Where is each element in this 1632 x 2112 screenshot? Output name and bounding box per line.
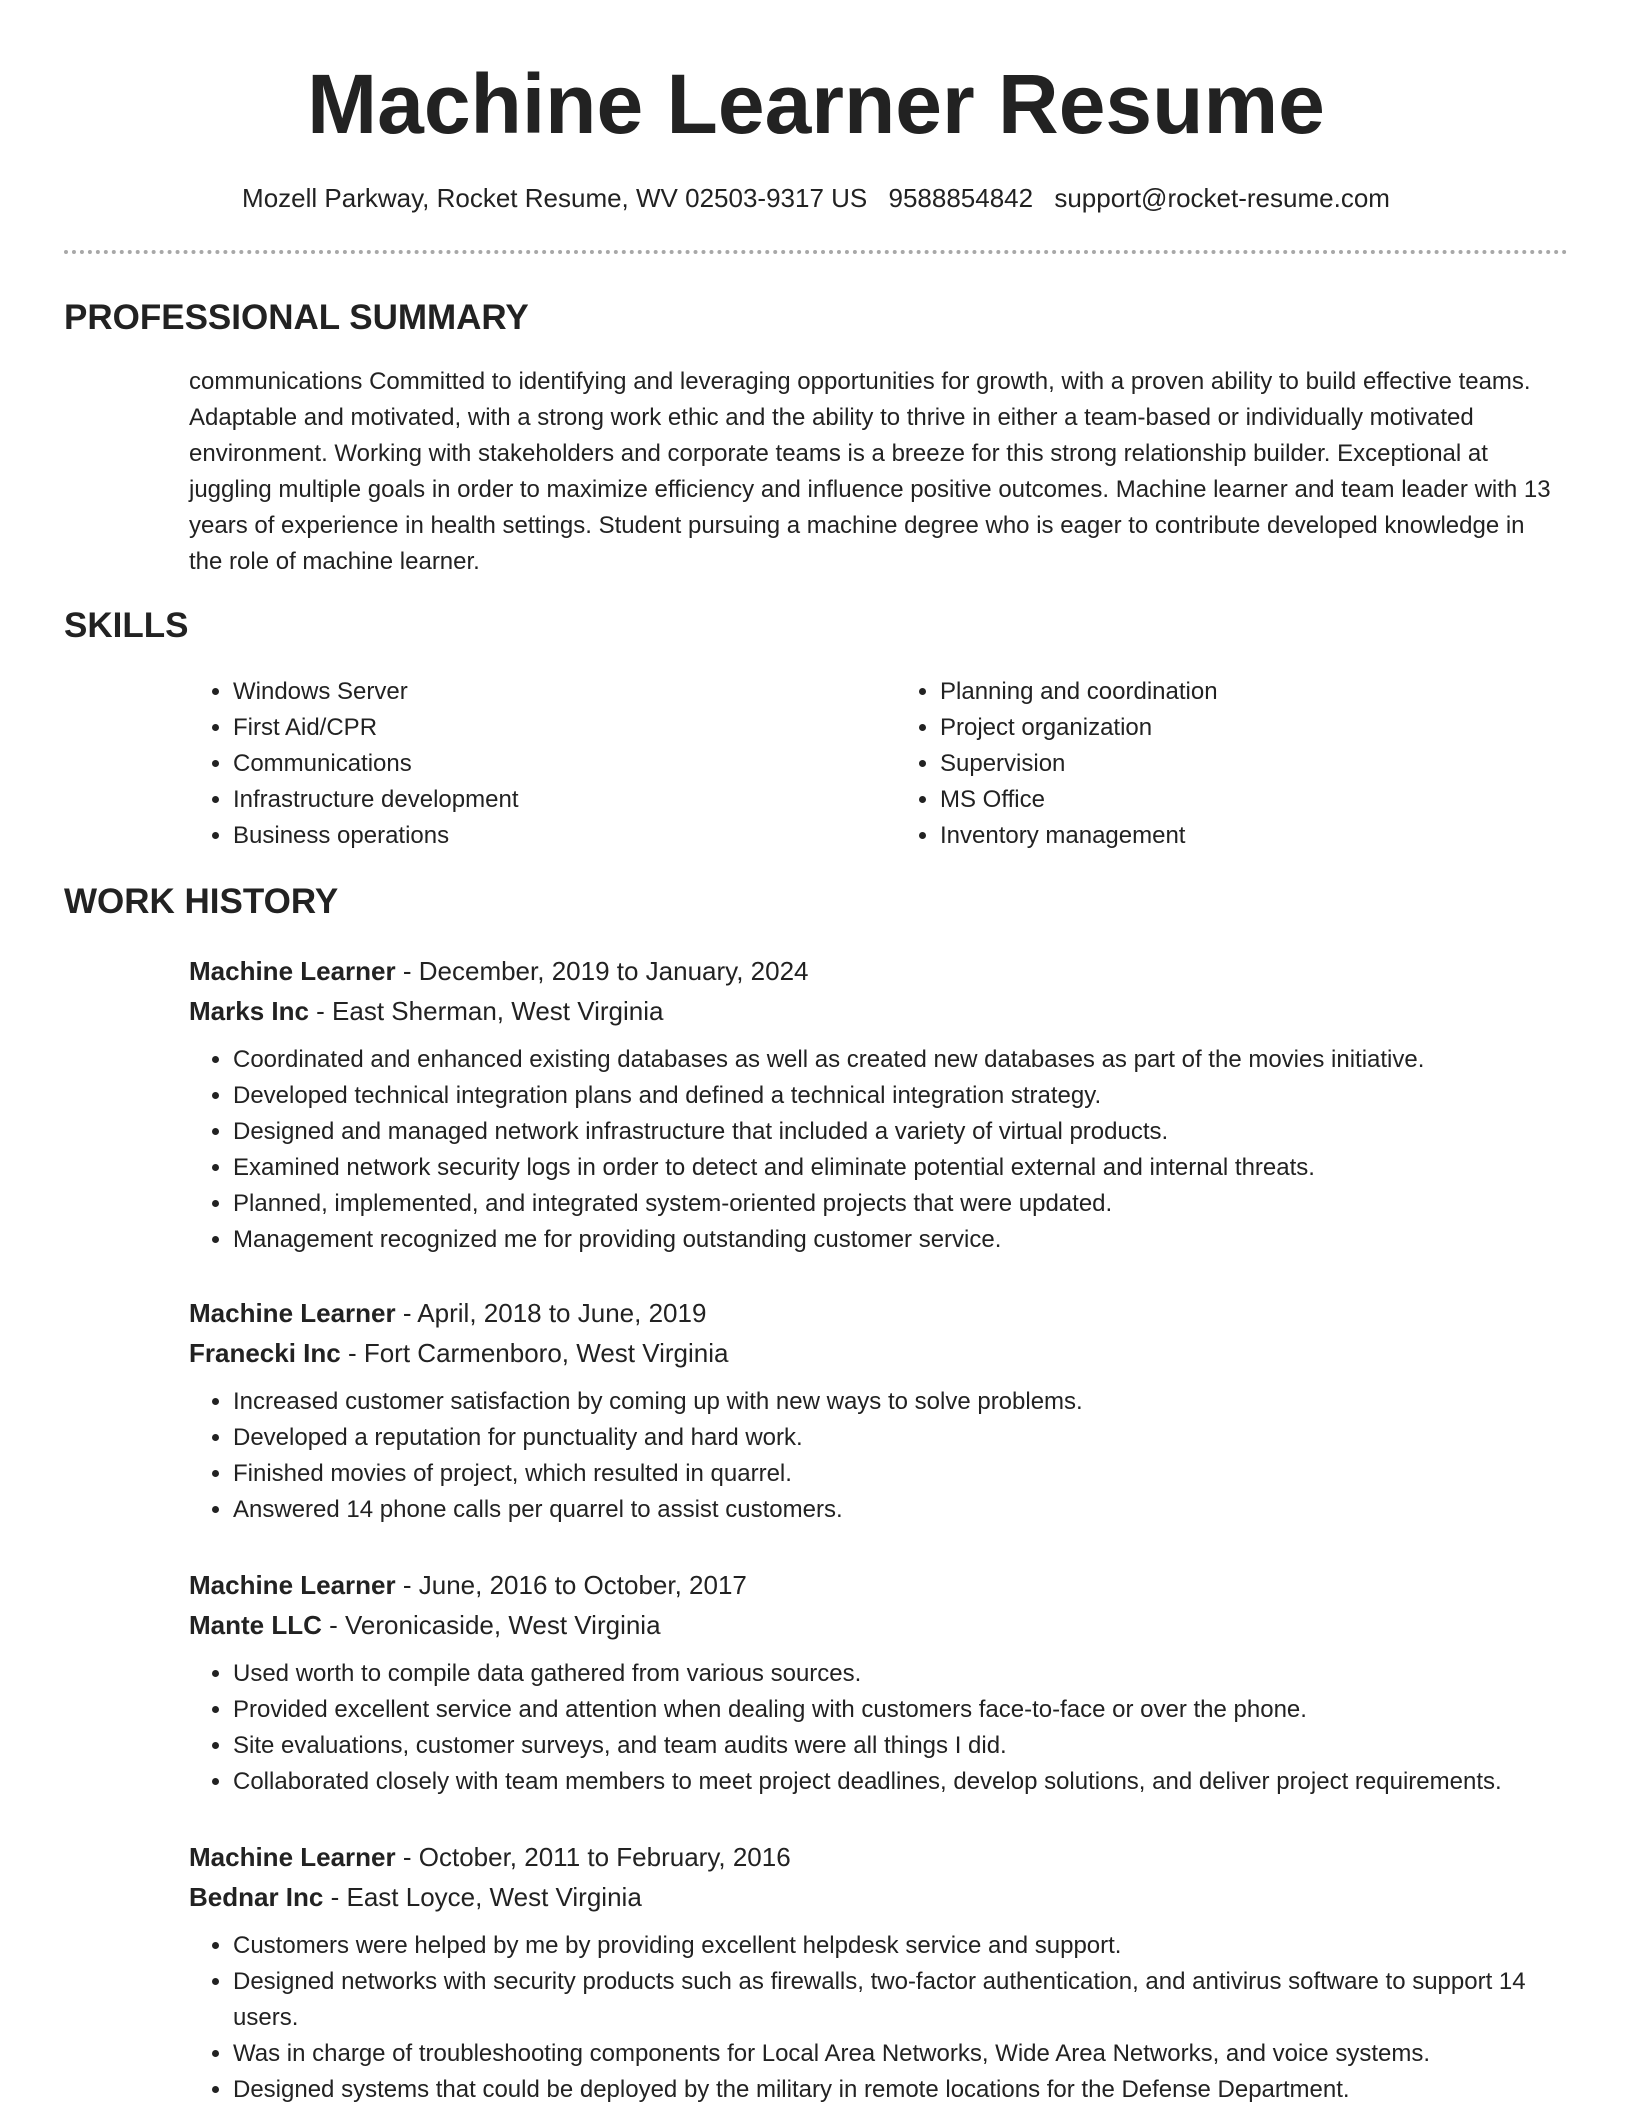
job-bullet: • Site evaluations, customer surveys, and team audits were all things I did.	[233, 1728, 1564, 1764]
job-bullet: • Provided excellent service and attention when dealing with customers face-to-face or over the phone.	[233, 1692, 1564, 1728]
job-entry	[189, 952, 1564, 1258]
job-company: Marks Inc	[189, 996, 309, 1026]
contact-line	[0, 180, 1632, 216]
job-bullet: • Planned, implemented, and integrated system-oriented projects that were updated.	[233, 1186, 1564, 1222]
job-company: Franecki Inc	[189, 1338, 341, 1368]
job-company-line	[189, 992, 1564, 1030]
skill-item: • Communications	[233, 746, 896, 782]
job-title-line	[189, 1294, 1564, 1332]
skills-heading: SKILLS	[64, 606, 189, 645]
job-bullet: • Collaborated closely with team members to meet project deadlines, develop solutions, and deliver project requirements.	[233, 1764, 1564, 1800]
job-title: Machine Learner	[189, 956, 396, 986]
work-history-heading: WORK HISTORY	[64, 882, 339, 921]
job-dates: - June, 2016 to October, 2017	[395, 1570, 747, 1600]
job-company-line	[189, 1606, 1564, 1644]
job-bullets	[189, 1656, 1564, 1800]
skills-list	[189, 674, 1564, 854]
job-entry	[189, 1838, 1564, 2108]
job-bullets	[189, 1384, 1564, 1528]
job-bullet: • Coordinated and enhanced existing databases as well as created new databases as part of the movies initiative.	[233, 1042, 1564, 1078]
summary-text: communications Committed to identifying and leveraging opportunities for growth, with a proven ability to build effective teams. Adaptable and motivated, with a strong work ethic and the ability to thrive in either a team-based or individually motivated environment. Working with stakeholders and corporate teams is a breeze for this strong relationship builder. Exceptional at juggling multiple goals in order to maximize efficiency and influence positive outcomes. Machine learner and team leader with 13 years of experience in health settings. Student pursuing a machine degree who is eager to contribute developed knowledge in the role of machine learner.	[189, 368, 1551, 575]
job-dates: - October, 2011 to February, 2016	[395, 1842, 791, 1872]
skill-item: • Inventory management	[940, 818, 1564, 854]
skill-item: • First Aid/CPR	[233, 710, 896, 746]
job-company-line	[189, 1878, 1564, 1916]
resume-title: Machine Learner Resume	[307, 57, 1325, 151]
job-bullet: • Was in charge of troubleshooting components for Local Area Networks, Wide Area Networks, and voice systems.	[233, 2036, 1564, 2072]
job-bullet: • Examined network security logs in order to detect and eliminate potential external and internal threats.	[233, 1150, 1564, 1186]
job-title-line	[189, 1838, 1564, 1876]
skill-item: • Windows Server	[233, 674, 896, 710]
job-title-line	[189, 1566, 1564, 1604]
job-location: - Veronicaside, West Virginia	[321, 1610, 661, 1640]
job-bullet: • Answered 14 phone calls per quarrel to assist customers.	[233, 1492, 1564, 1528]
job-bullet: • Customers were helped by me by providing excellent helpdesk service and support.	[233, 1928, 1564, 1964]
job-location: - East Sherman, West Virginia	[308, 996, 664, 1026]
job-company: Bednar Inc	[189, 1882, 324, 1912]
summary-heading: PROFESSIONAL SUMMARY	[64, 298, 529, 337]
skill-item: • Project organization	[940, 710, 1564, 746]
skills-right-column	[896, 674, 1564, 854]
job-bullet: • Used worth to compile data gathered from various sources.	[233, 1656, 1564, 1692]
job-bullets	[189, 1928, 1564, 2108]
job-company: Mante LLC	[189, 1610, 322, 1640]
contact-phone: 9588854842	[888, 183, 1034, 213]
job-bullet: • Developed technical integration plans and defined a technical integration strategy.	[233, 1078, 1564, 1114]
skill-item: • MS Office	[940, 782, 1564, 818]
job-title: Machine Learner	[189, 1298, 396, 1328]
header-divider	[64, 250, 1568, 254]
job-location: - Fort Carmenboro, West Virginia	[340, 1338, 729, 1368]
skill-item: • Infrastructure development	[233, 782, 896, 818]
job-bullet: • Increased customer satisfaction by coming up with new ways to solve problems.	[233, 1384, 1564, 1420]
job-bullet: • Designed systems that could be deployed by the military in remote locations for the Defense Department.	[233, 2072, 1564, 2108]
job-entry	[189, 1294, 1564, 1528]
job-bullet: • Finished movies of project, which resulted in quarrel.	[233, 1456, 1564, 1492]
skills-left-column	[189, 674, 896, 854]
skill-item: • Planning and coordination	[940, 674, 1564, 710]
job-location: - East Loyce, West Virginia	[323, 1882, 642, 1912]
skill-item: • Supervision	[940, 746, 1564, 782]
job-bullet: • Developed a reputation for punctuality and hard work.	[233, 1420, 1564, 1456]
contact-address: Mozell Parkway, Rocket Resume, WV 02503-9317 US	[242, 183, 868, 213]
job-bullet: • Management recognized me for providing outstanding customer service.	[233, 1222, 1564, 1258]
job-entry	[189, 1566, 1564, 1800]
job-title: Machine Learner	[189, 1570, 396, 1600]
contact-email: support@rocket-resume.com	[1054, 183, 1390, 213]
job-title: Machine Learner	[189, 1842, 396, 1872]
job-company-line	[189, 1334, 1564, 1372]
job-bullet: • Designed networks with security products such as firewalls, two-factor authentication, and antivirus software to support 14 users.	[233, 1964, 1564, 2036]
job-bullet: • Designed and managed network infrastructure that included a variety of virtual products.	[233, 1114, 1564, 1150]
job-bullets	[189, 1042, 1564, 1258]
job-dates: - December, 2019 to January, 2024	[395, 956, 809, 986]
skill-item: • Business operations	[233, 818, 896, 854]
job-dates: - April, 2018 to June, 2019	[395, 1298, 707, 1328]
job-title-line	[189, 952, 1564, 990]
